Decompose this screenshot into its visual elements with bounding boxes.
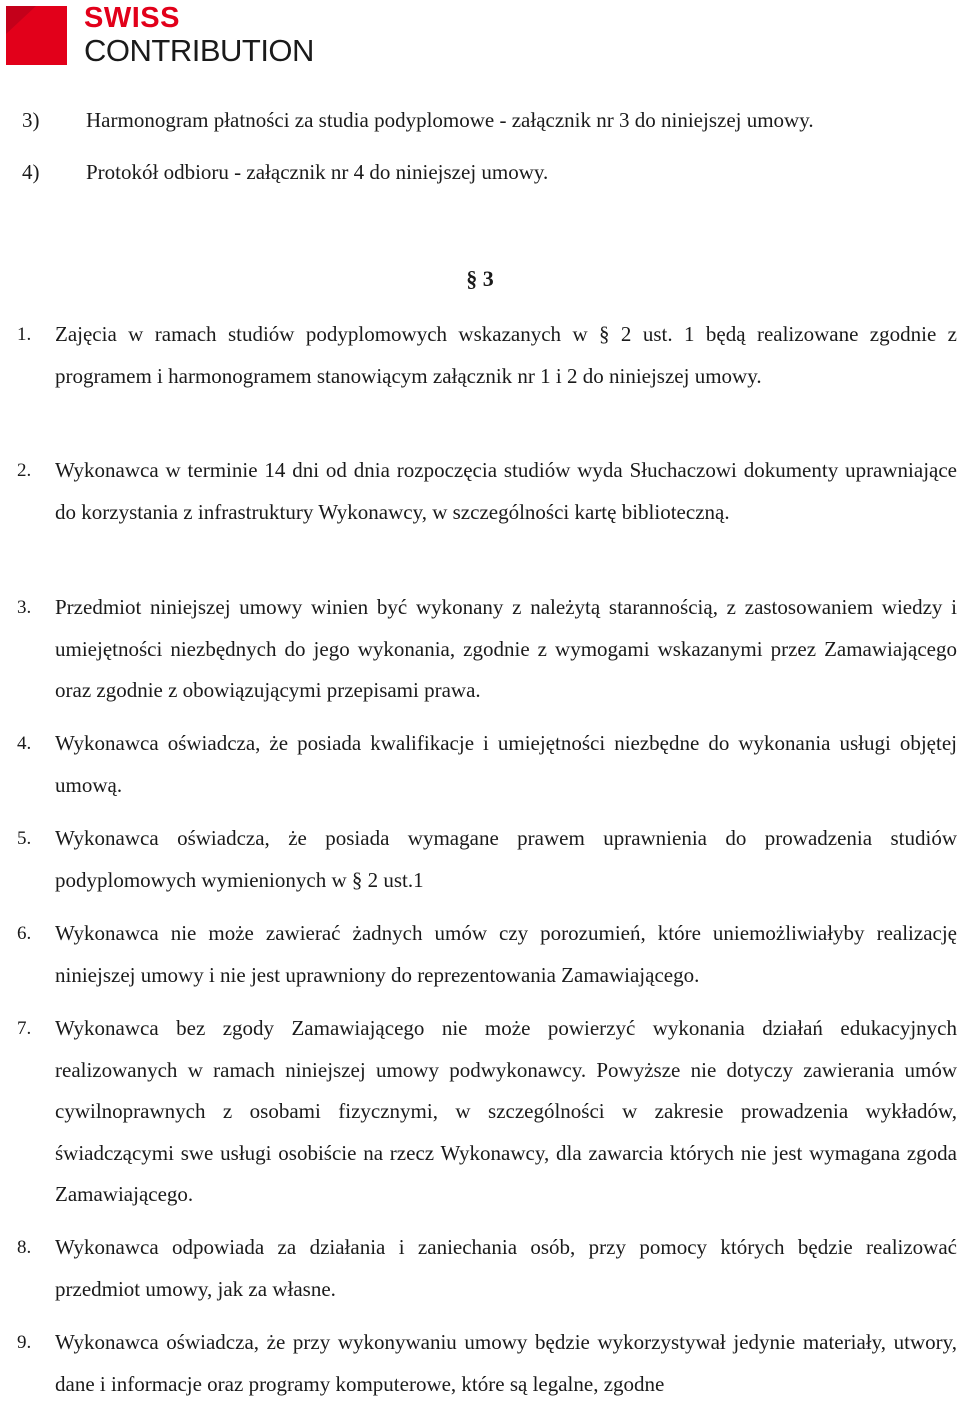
- clause-text: Wykonawca oświadcza, że przy wykonywaniu umowy będzie wykorzystywał jedynie materiały, utwory, dane i informacje oraz programy komputerowe, które są legalne, zgodne: [55, 1330, 957, 1396]
- clause-text: Wykonawca odpowiada za działania i zaniechania osób, przy pomocy których będzie realizować przedmiot umowy, jak za własne.: [55, 1235, 957, 1301]
- clause-number: 5.: [17, 828, 32, 849]
- clause-number: 8.: [17, 1237, 32, 1258]
- clause-number: 3.: [17, 597, 32, 618]
- clause-text: Wykonawca oświadcza, że posiada wymagane prawem uprawnienia do prowadzenia studiów podyplomowych wymienionych w § 2 ust.1: [55, 826, 957, 892]
- clause-text: Wykonawca oświadcza, że posiada kwalifikacje i umiejętności niezbędne do wykonania usługi objętej umową.: [55, 731, 957, 797]
- clause-number: 6.: [17, 923, 32, 944]
- clause-text: Zajęcia w ramach studiów podyplomowych wskazanych w § 2 ust. 1 będą realizowane zgodnie z programem i harmonogramem stanowiącym załącznik nr 1 i 2 do niniejszej umowy.: [55, 322, 957, 388]
- attachment-item: [22, 160, 548, 185]
- brand-contribution: CONTRIBUTION: [84, 33, 314, 68]
- clause-number: 4.: [17, 733, 32, 754]
- section-title: § 3: [466, 266, 494, 291]
- clause-text: Wykonawca nie może zawierać żadnych umów czy porozumień, które uniemożliwiałyby realizację niniejszej umowy i nie jest uprawniony do reprezentowania Zamawiającego.: [55, 921, 957, 987]
- attachment-number: 3): [22, 108, 40, 132]
- clause-text: Przedmiot niniejszej umowy winien być wykonany z należytą starannością, z zastosowaniem wiedzy i umiejętności niezbędnych do jego wykonania, zgodnie z wymogami wskazanymi przez Zamawiającego oraz zgodnie z obowiązującymi przepisami prawa.: [55, 595, 957, 702]
- brand-swiss: SWISS: [84, 2, 180, 34]
- clause-text: Wykonawca bez zgody Zamawiającego nie może powierzyć wykonania działań edukacyjnych realizowanych w ramach niniejszej umowy podwykonawcy. Powyższe nie dotyczy zawierania umów cywilnoprawnych z osobami fizycznymi, w szczególności w zakresie prowadzenia wykładów, świadczącymi swe usługi osobiście na rzecz Wykonawcy, dla zawarcia których nie jest wymagana zgoda Zamawiającego.: [55, 1016, 957, 1206]
- attachment-text: Protokół odbioru - załącznik nr 4 do niniejszej umowy.: [86, 160, 549, 184]
- swiss-cross-icon: [6, 6, 67, 65]
- clause-text: Wykonawca w terminie 14 dni od dnia rozpoczęcia studiów wyda Słuchaczowi dokumenty uprawniające do korzystania z infrastruktury Wykonawcy, w szczególności kartę biblioteczną.: [55, 458, 957, 524]
- clause-number: 9.: [17, 1332, 32, 1353]
- clause-number: 1.: [17, 324, 32, 345]
- attachment-item: [22, 108, 814, 133]
- attachment-number: 4): [22, 160, 40, 184]
- clause-number: 7.: [17, 1018, 32, 1039]
- clause-number: 2.: [17, 460, 32, 481]
- attachment-text: Harmonogram płatności za studia podyplomowe - załącznik nr 3 do niniejszej umowy.: [86, 108, 814, 132]
